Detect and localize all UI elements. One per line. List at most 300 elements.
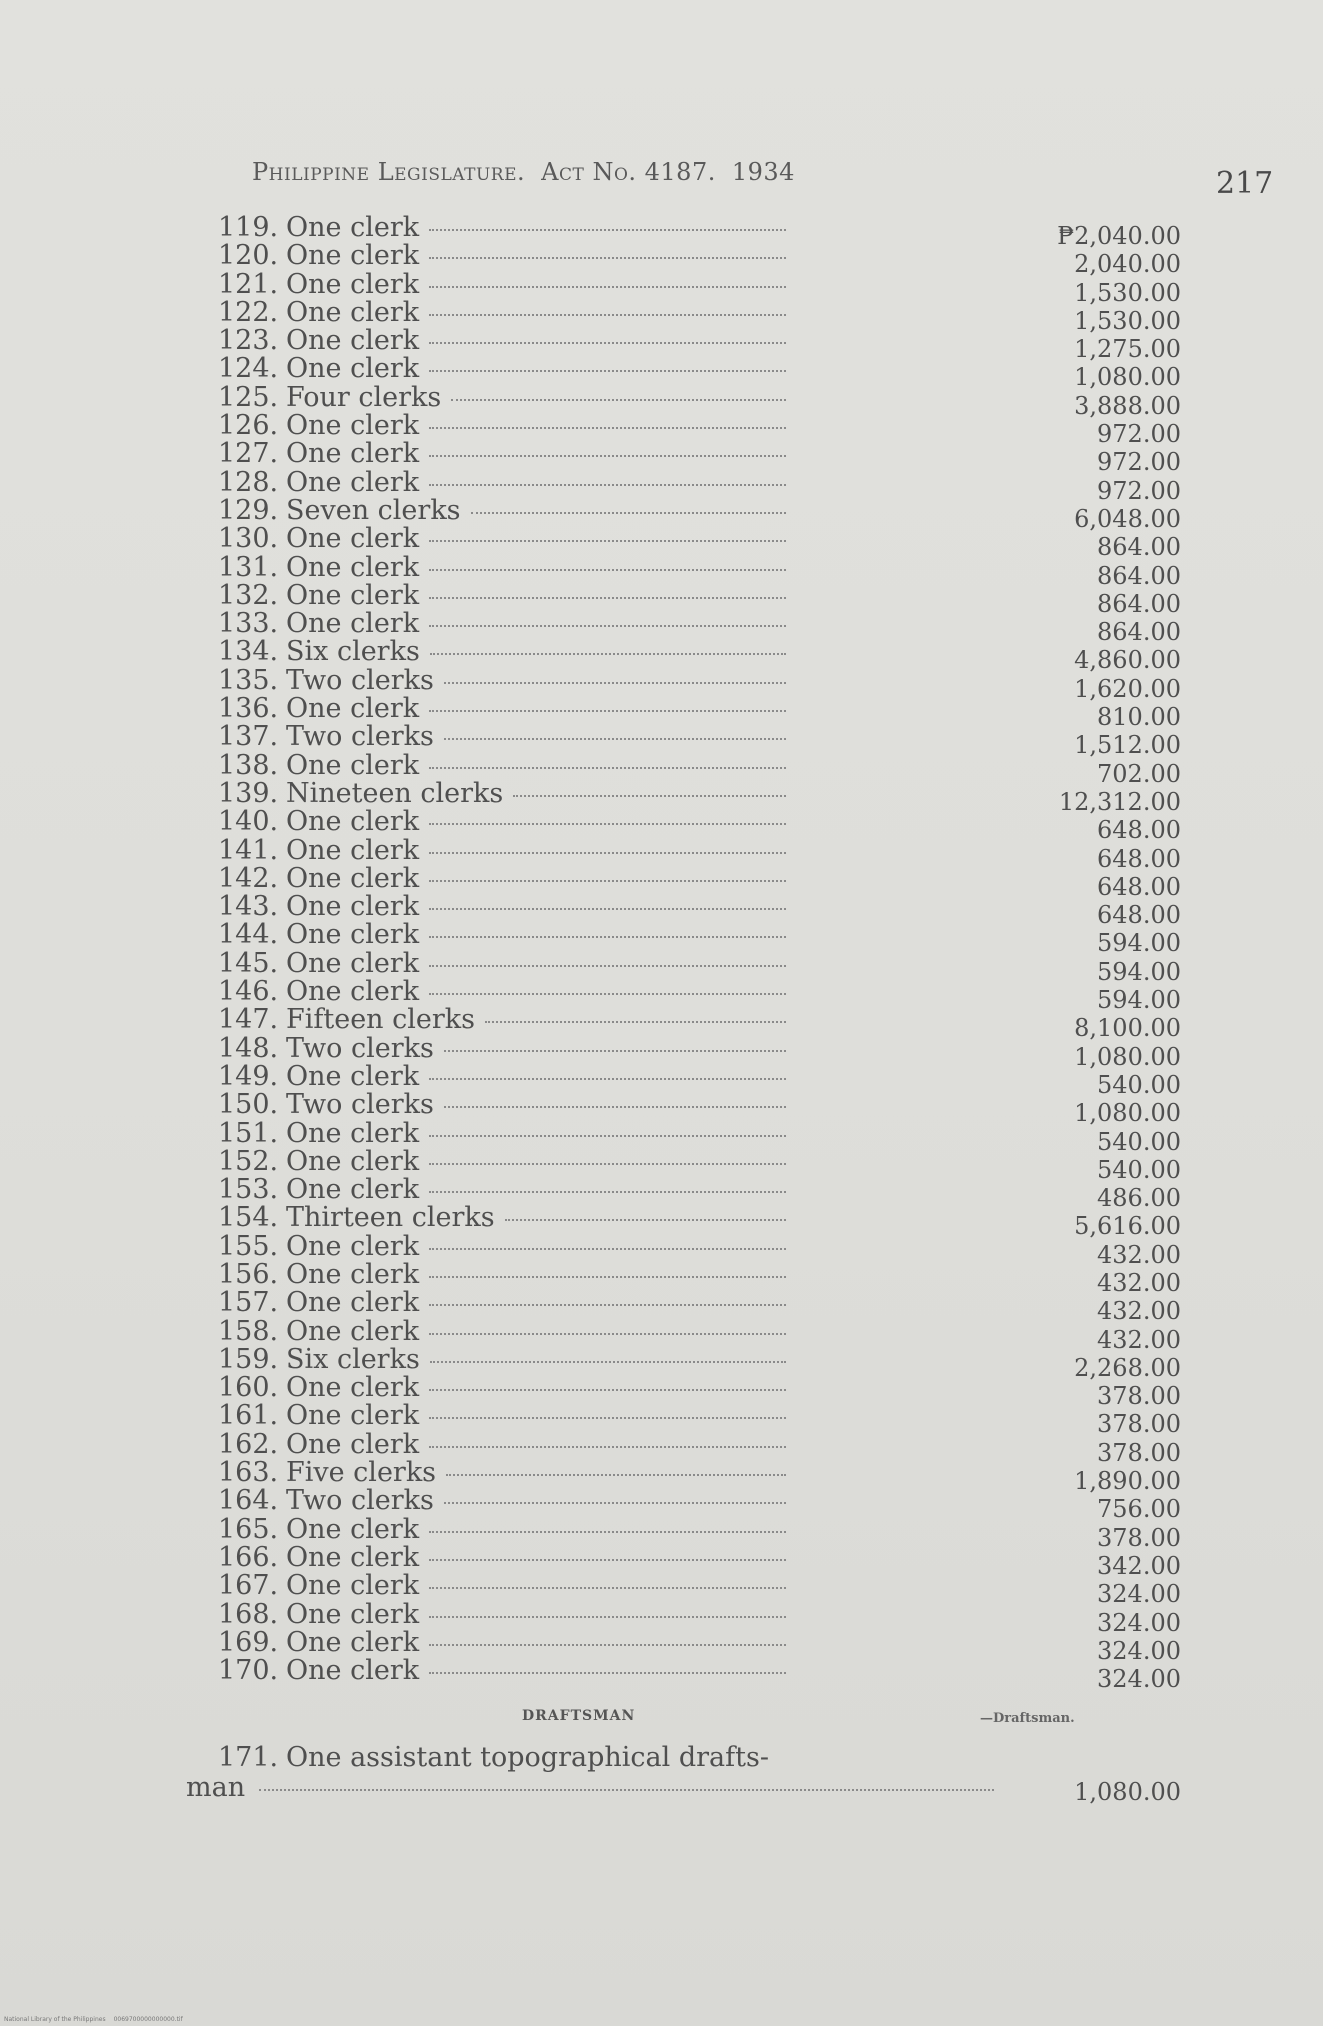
item-amount: 1,890.00 bbox=[1074, 1467, 1181, 1496]
item-amount: 864.00 bbox=[1097, 533, 1181, 562]
dot-leader bbox=[429, 1162, 786, 1165]
dot-leader bbox=[429, 256, 786, 259]
dot-leader bbox=[429, 313, 786, 316]
item-description: One clerk bbox=[286, 1258, 420, 1290]
list-item bbox=[218, 325, 1181, 364]
item-amount: ₱2,040.00 bbox=[1057, 222, 1181, 250]
list-item bbox=[218, 1655, 1181, 1694]
list-item bbox=[218, 579, 1181, 618]
dot-leader bbox=[444, 681, 786, 684]
item-number: 158. bbox=[218, 1315, 279, 1347]
list-item bbox=[218, 1089, 1181, 1128]
item-description: One clerk bbox=[286, 1174, 420, 1206]
list-item bbox=[218, 806, 1181, 845]
item-description: One clerk bbox=[286, 1655, 420, 1687]
item-amount: 972.00 bbox=[1097, 420, 1181, 449]
item-number: 163. bbox=[218, 1457, 279, 1489]
item-amount: 1,080.00 bbox=[1074, 363, 1181, 392]
dot-leader bbox=[259, 1788, 994, 1791]
item-amount: 594.00 bbox=[1097, 957, 1181, 986]
item-description-wrap bbox=[286, 1060, 786, 1092]
item-number: 142. bbox=[218, 862, 279, 894]
item-number: 161. bbox=[218, 1400, 279, 1432]
item-amount: 1,275.00 bbox=[1074, 335, 1181, 364]
item-number: 160. bbox=[218, 1372, 279, 1404]
list-item bbox=[218, 1541, 1181, 1580]
item-description: One clerk bbox=[286, 806, 420, 838]
item-amount: 540.00 bbox=[1097, 1070, 1181, 1099]
item-description-wrap bbox=[286, 1513, 786, 1545]
dot-leader bbox=[429, 1275, 786, 1278]
item-number: 167. bbox=[218, 1570, 279, 1602]
item-number: 139. bbox=[218, 777, 279, 809]
header-act: Act No. 4187. bbox=[541, 158, 716, 186]
item-amount: 342.00 bbox=[1097, 1551, 1181, 1580]
item-amount: 378.00 bbox=[1097, 1523, 1181, 1552]
item-amount: 972.00 bbox=[1097, 448, 1181, 477]
item-description: One clerk bbox=[286, 1117, 420, 1149]
list-item bbox=[218, 410, 1181, 449]
item-description-wrap bbox=[286, 1541, 786, 1573]
dot-leader bbox=[429, 851, 786, 854]
list-item bbox=[218, 1202, 1181, 1241]
item-description: Five clerks bbox=[286, 1457, 437, 1489]
item-description: One clerk bbox=[286, 1315, 420, 1347]
item-amount: 594.00 bbox=[1097, 929, 1181, 958]
item-amount: 1,530.00 bbox=[1074, 278, 1181, 307]
item-description: One clerk bbox=[286, 353, 420, 385]
item-description: Four clerks bbox=[286, 381, 442, 413]
item-amount: 432.00 bbox=[1097, 1268, 1181, 1297]
item-description-wrap bbox=[286, 1032, 786, 1064]
item-description: Fifteen clerks bbox=[286, 1004, 475, 1036]
item-description-wrap bbox=[286, 664, 786, 696]
item-number: 124. bbox=[218, 353, 279, 385]
dot-leader bbox=[444, 1501, 786, 1504]
dot-leader bbox=[429, 1558, 786, 1561]
list-item bbox=[218, 1372, 1181, 1411]
item-amount: 864.00 bbox=[1097, 589, 1181, 618]
item-amount: 432.00 bbox=[1097, 1325, 1181, 1354]
list-item bbox=[218, 466, 1181, 505]
item-amount: 540.00 bbox=[1097, 1127, 1181, 1156]
list-item bbox=[218, 1174, 1181, 1213]
item-amount: 486.00 bbox=[1097, 1184, 1181, 1213]
item-description-wrap bbox=[286, 1572, 786, 1600]
list-item bbox=[218, 494, 1181, 533]
item-description: One clerk bbox=[286, 976, 420, 1008]
item-description: One clerk bbox=[286, 1372, 420, 1404]
item-description-wrap bbox=[286, 808, 786, 836]
dot-leader bbox=[429, 1388, 786, 1391]
dot-leader bbox=[429, 369, 786, 372]
item-description: One clerk bbox=[286, 1598, 420, 1630]
dot-leader bbox=[485, 1020, 786, 1023]
item-number: 156. bbox=[218, 1258, 279, 1290]
item-description: One clerk bbox=[286, 947, 420, 979]
item-description-wrap bbox=[286, 1145, 786, 1177]
item-number: 149. bbox=[218, 1060, 279, 1092]
item-number: 153. bbox=[218, 1174, 279, 1206]
item-amount: 648.00 bbox=[1097, 872, 1181, 901]
dot-leader bbox=[429, 596, 786, 599]
item-amount: 8,100.00 bbox=[1074, 1014, 1181, 1043]
item-description-wrap bbox=[286, 695, 786, 723]
item-description: Two clerks bbox=[286, 1032, 434, 1064]
item-amount: 702.00 bbox=[1097, 759, 1181, 788]
item-description-line1: One assistant topographical drafts- bbox=[286, 1742, 769, 1773]
item-description-wrap bbox=[286, 1230, 786, 1262]
scan-footer bbox=[4, 2016, 183, 2023]
list-item bbox=[218, 1032, 1181, 1071]
item-description-wrap bbox=[286, 412, 786, 440]
item-description: One clerk bbox=[286, 862, 420, 894]
item-description-wrap bbox=[286, 1598, 786, 1630]
list-item bbox=[218, 1457, 1181, 1496]
item-amount: 6,048.00 bbox=[1074, 504, 1181, 533]
item-description: Seven clerks bbox=[286, 494, 461, 526]
item-description-wrap bbox=[286, 947, 786, 979]
item-number: 155. bbox=[218, 1230, 279, 1262]
item-number: 131. bbox=[218, 551, 279, 583]
item-number: 171. bbox=[218, 1742, 279, 1773]
dot-leader bbox=[429, 1671, 786, 1674]
dot-leader bbox=[429, 1615, 786, 1618]
list-item bbox=[218, 777, 1181, 816]
item-description: Six clerks bbox=[286, 636, 420, 668]
list-item bbox=[218, 608, 1181, 647]
item-amount: 864.00 bbox=[1097, 618, 1181, 647]
item-description-wrap bbox=[286, 242, 786, 270]
item-description-wrap bbox=[286, 1428, 786, 1460]
dot-leader bbox=[429, 822, 786, 825]
dot-leader bbox=[429, 879, 786, 882]
item-description-wrap bbox=[286, 1459, 786, 1487]
list-item bbox=[218, 353, 1181, 392]
item-number: 136. bbox=[218, 693, 279, 725]
dot-leader bbox=[429, 935, 786, 938]
dot-leader bbox=[429, 1134, 786, 1137]
dot-leader bbox=[429, 1530, 786, 1533]
dot-leader bbox=[429, 766, 786, 769]
item-description: One clerk bbox=[286, 834, 420, 866]
item-description: One clerk bbox=[286, 891, 420, 923]
item-description-wrap bbox=[286, 268, 786, 300]
item-description-wrap bbox=[286, 1204, 786, 1232]
list-item bbox=[218, 891, 1181, 930]
item-description-line2: man bbox=[186, 1772, 246, 1803]
item-description: Thirteen clerks bbox=[286, 1202, 495, 1234]
dot-leader bbox=[429, 1332, 786, 1335]
dot-leader bbox=[446, 1473, 786, 1476]
item-number: 134. bbox=[218, 636, 279, 668]
dot-leader bbox=[429, 709, 786, 712]
list-item bbox=[218, 664, 1181, 703]
item-number: 159. bbox=[218, 1343, 279, 1375]
item-number: 151. bbox=[218, 1117, 279, 1149]
item-number: 164. bbox=[218, 1485, 279, 1517]
item-number: 137. bbox=[218, 721, 279, 753]
item-description: One clerk bbox=[286, 1428, 420, 1460]
list-item bbox=[218, 1145, 1181, 1184]
item-amount: 1,080.00 bbox=[1074, 1099, 1181, 1128]
item-description-wrap bbox=[286, 921, 786, 949]
list-item bbox=[218, 212, 1181, 250]
item-description: One clerk bbox=[286, 325, 420, 357]
dot-leader bbox=[444, 737, 786, 740]
item-number: 126. bbox=[218, 410, 279, 442]
item-number: 162. bbox=[218, 1428, 279, 1460]
item-description: One clerk bbox=[286, 1626, 420, 1658]
item-description-wrap bbox=[286, 579, 786, 611]
item-description-wrap bbox=[286, 1402, 786, 1430]
list-item bbox=[218, 1598, 1181, 1637]
list-item bbox=[218, 1343, 1181, 1382]
item-number: 157. bbox=[218, 1287, 279, 1319]
item-number: 143. bbox=[218, 891, 279, 923]
list-item bbox=[218, 1626, 1181, 1665]
item-number: 150. bbox=[218, 1089, 279, 1121]
list-item bbox=[218, 381, 1181, 420]
dot-leader bbox=[429, 1190, 786, 1193]
item-description-wrap bbox=[286, 1374, 786, 1402]
item-description-wrap bbox=[286, 525, 786, 553]
list-item bbox=[218, 693, 1181, 732]
item-description: One clerk bbox=[286, 579, 420, 611]
item-description-wrap bbox=[286, 494, 786, 526]
item-number: 147. bbox=[218, 1004, 279, 1036]
dot-leader bbox=[429, 1077, 786, 1080]
dot-leader bbox=[430, 652, 786, 655]
item-description-wrap bbox=[286, 1176, 786, 1204]
item-amount: 1,530.00 bbox=[1074, 306, 1181, 335]
item-number: 168. bbox=[218, 1598, 279, 1630]
dot-leader bbox=[429, 285, 786, 288]
item-number: 146. bbox=[218, 976, 279, 1008]
list-item bbox=[218, 1428, 1181, 1467]
item-number: 152. bbox=[218, 1145, 279, 1177]
item-amount: 432.00 bbox=[1097, 1297, 1181, 1326]
dot-leader bbox=[429, 426, 786, 429]
item-amount: 756.00 bbox=[1097, 1495, 1181, 1524]
dot-leader bbox=[429, 454, 786, 457]
list-item bbox=[218, 1287, 1181, 1326]
dot-leader bbox=[429, 1445, 786, 1448]
list-item bbox=[218, 947, 1181, 986]
item-description-wrap bbox=[286, 1091, 786, 1119]
item-amount: 324.00 bbox=[1097, 1580, 1181, 1609]
item-description: One clerk bbox=[286, 523, 420, 555]
item-number: 169. bbox=[218, 1626, 279, 1658]
item-description-wrap bbox=[286, 1343, 786, 1375]
item-number: 125. bbox=[218, 381, 279, 413]
list-item bbox=[218, 834, 1181, 873]
item-description: One clerk bbox=[286, 1060, 420, 1092]
footer-file-id: 0069700000000000.tif bbox=[113, 2016, 183, 2023]
item-description: One clerk bbox=[286, 296, 420, 328]
item-number: 170. bbox=[218, 1655, 279, 1687]
item-description-wrap bbox=[286, 355, 786, 383]
dot-leader bbox=[429, 568, 786, 571]
item-amount: 972.00 bbox=[1097, 476, 1181, 505]
dot-leader bbox=[429, 1586, 786, 1589]
item-amount: 648.00 bbox=[1097, 816, 1181, 845]
header-legislature: Philippine Legislature. bbox=[252, 158, 526, 186]
item-number: 144. bbox=[218, 919, 279, 951]
item-number: 122. bbox=[218, 296, 279, 328]
item-description-wrap bbox=[286, 1289, 786, 1317]
item-number: 138. bbox=[218, 749, 279, 781]
item-amount: 810.00 bbox=[1097, 703, 1181, 732]
item-description-wrap bbox=[286, 1315, 786, 1347]
list-item bbox=[218, 749, 1181, 788]
section-heading-draftsman: DRAFTSMAN bbox=[522, 1708, 636, 1724]
list-item bbox=[218, 1230, 1181, 1269]
dot-leader bbox=[444, 1105, 786, 1108]
header-year: 1934 bbox=[731, 158, 795, 186]
list-item bbox=[218, 1315, 1181, 1354]
list-item bbox=[218, 636, 1181, 675]
item-number: 140. bbox=[218, 806, 279, 838]
list-item bbox=[218, 1060, 1181, 1099]
item-description: One clerk bbox=[286, 919, 420, 951]
item-description-wrap bbox=[286, 893, 786, 921]
item-amount: 864.00 bbox=[1097, 561, 1181, 590]
item-number: 141. bbox=[218, 834, 279, 866]
item-description: One clerk bbox=[286, 1541, 420, 1573]
item-amount: 432.00 bbox=[1097, 1240, 1181, 1269]
item-number: 145. bbox=[218, 947, 279, 979]
running-header bbox=[252, 158, 795, 186]
item-number: 132. bbox=[218, 579, 279, 611]
item-amount: 324.00 bbox=[1097, 1608, 1181, 1637]
item-number: 123. bbox=[218, 325, 279, 357]
item-amount: 12,312.00 bbox=[1058, 787, 1181, 816]
item-amount: 1,080.00 bbox=[1074, 1042, 1181, 1071]
list-item bbox=[218, 268, 1181, 307]
item-description-wrap bbox=[286, 1626, 786, 1658]
item-description: Two clerks bbox=[286, 1089, 434, 1121]
list-item bbox=[218, 721, 1181, 760]
item-description-wrap bbox=[286, 296, 786, 328]
dot-leader bbox=[513, 794, 786, 797]
dot-leader bbox=[429, 341, 786, 344]
item-number: 154. bbox=[218, 1202, 279, 1234]
item-description-wrap bbox=[286, 862, 786, 894]
item-description-wrap bbox=[286, 1258, 786, 1290]
dot-leader bbox=[429, 1416, 786, 1419]
item-number: 121. bbox=[218, 268, 279, 300]
item-description-wrap bbox=[286, 834, 786, 866]
dot-leader bbox=[471, 511, 786, 514]
list-item bbox=[218, 240, 1181, 279]
dot-leader bbox=[505, 1218, 786, 1221]
item-description: One clerk bbox=[286, 1513, 420, 1545]
item-number: 120. bbox=[218, 240, 279, 272]
item-amount: 324.00 bbox=[1097, 1636, 1181, 1665]
item-description-wrap bbox=[286, 466, 786, 498]
item-description-wrap bbox=[286, 749, 786, 781]
item-description: One clerk bbox=[286, 212, 420, 243]
dot-leader bbox=[429, 964, 786, 967]
item-amount: 5,616.00 bbox=[1074, 1212, 1181, 1241]
list-item bbox=[218, 1400, 1181, 1439]
item-description: One clerk bbox=[286, 1145, 420, 1177]
item-number: 129. bbox=[218, 494, 279, 526]
item-description: One clerk bbox=[286, 693, 420, 725]
item-amount: 3,888.00 bbox=[1074, 391, 1181, 420]
dot-leader bbox=[444, 1049, 786, 1052]
item-amount: 648.00 bbox=[1097, 844, 1181, 873]
list-item bbox=[218, 1258, 1181, 1297]
item-amount: 648.00 bbox=[1097, 901, 1181, 930]
item-description: Two clerks bbox=[286, 1485, 434, 1517]
item-description: One clerk bbox=[286, 1230, 420, 1262]
list-item bbox=[218, 551, 1181, 590]
footer-source: National Library of the Philippines bbox=[4, 2016, 106, 2023]
list-item bbox=[218, 1570, 1181, 1609]
item-description: One clerk bbox=[286, 240, 420, 272]
item-number: 119. bbox=[218, 212, 279, 243]
list-item bbox=[218, 523, 1181, 562]
item-description-wrap bbox=[286, 723, 786, 751]
dot-leader bbox=[429, 1643, 786, 1646]
item-amount: 2,268.00 bbox=[1074, 1353, 1181, 1382]
item-amount: 378.00 bbox=[1097, 1410, 1181, 1439]
list-item bbox=[218, 976, 1181, 1015]
list-item bbox=[218, 862, 1181, 901]
item-amount: 324.00 bbox=[1097, 1665, 1181, 1694]
margin-note-draftsman: —Draftsman. bbox=[980, 1711, 1075, 1726]
dot-leader bbox=[429, 907, 786, 910]
item-description-wrap bbox=[286, 638, 786, 666]
item-description: One clerk bbox=[286, 608, 420, 640]
item-description-wrap bbox=[286, 1006, 786, 1034]
item-description: Two clerks bbox=[286, 664, 434, 696]
list-item bbox=[218, 1117, 1181, 1156]
item-description: Nineteen clerks bbox=[286, 777, 504, 809]
item-description: One clerk bbox=[286, 410, 420, 442]
dot-leader bbox=[451, 398, 786, 401]
item-number: 135. bbox=[218, 664, 279, 696]
item-description: Two clerks bbox=[286, 721, 434, 753]
list-item bbox=[218, 1485, 1181, 1524]
item-amount: 4,860.00 bbox=[1074, 646, 1181, 675]
page-number: 217 bbox=[1216, 166, 1274, 201]
dot-leader bbox=[429, 992, 786, 995]
item-amount: 1,080.00 bbox=[1074, 1778, 1181, 1806]
list-item bbox=[218, 438, 1181, 477]
item-number: 148. bbox=[218, 1032, 279, 1064]
item-amount: 540.00 bbox=[1097, 1155, 1181, 1184]
item-description-wrap bbox=[286, 381, 786, 413]
dot-leader bbox=[429, 624, 786, 627]
item-description-wrap bbox=[286, 440, 786, 468]
item-description: Six clerks bbox=[286, 1343, 420, 1375]
item-amount: 1,512.00 bbox=[1074, 731, 1181, 760]
list-item bbox=[218, 1513, 1181, 1552]
item-amount: 378.00 bbox=[1097, 1438, 1181, 1467]
dot-leader bbox=[429, 1247, 786, 1250]
dot-leader bbox=[429, 483, 786, 486]
item-description-wrap bbox=[286, 1117, 786, 1149]
item-number: 166. bbox=[218, 1541, 279, 1573]
item-description: One clerk bbox=[286, 1400, 420, 1432]
item-number: 130. bbox=[218, 523, 279, 555]
item-description-wrap bbox=[286, 1487, 786, 1515]
item-amount: 2,040.00 bbox=[1074, 250, 1181, 279]
item-number: 127. bbox=[218, 438, 279, 470]
